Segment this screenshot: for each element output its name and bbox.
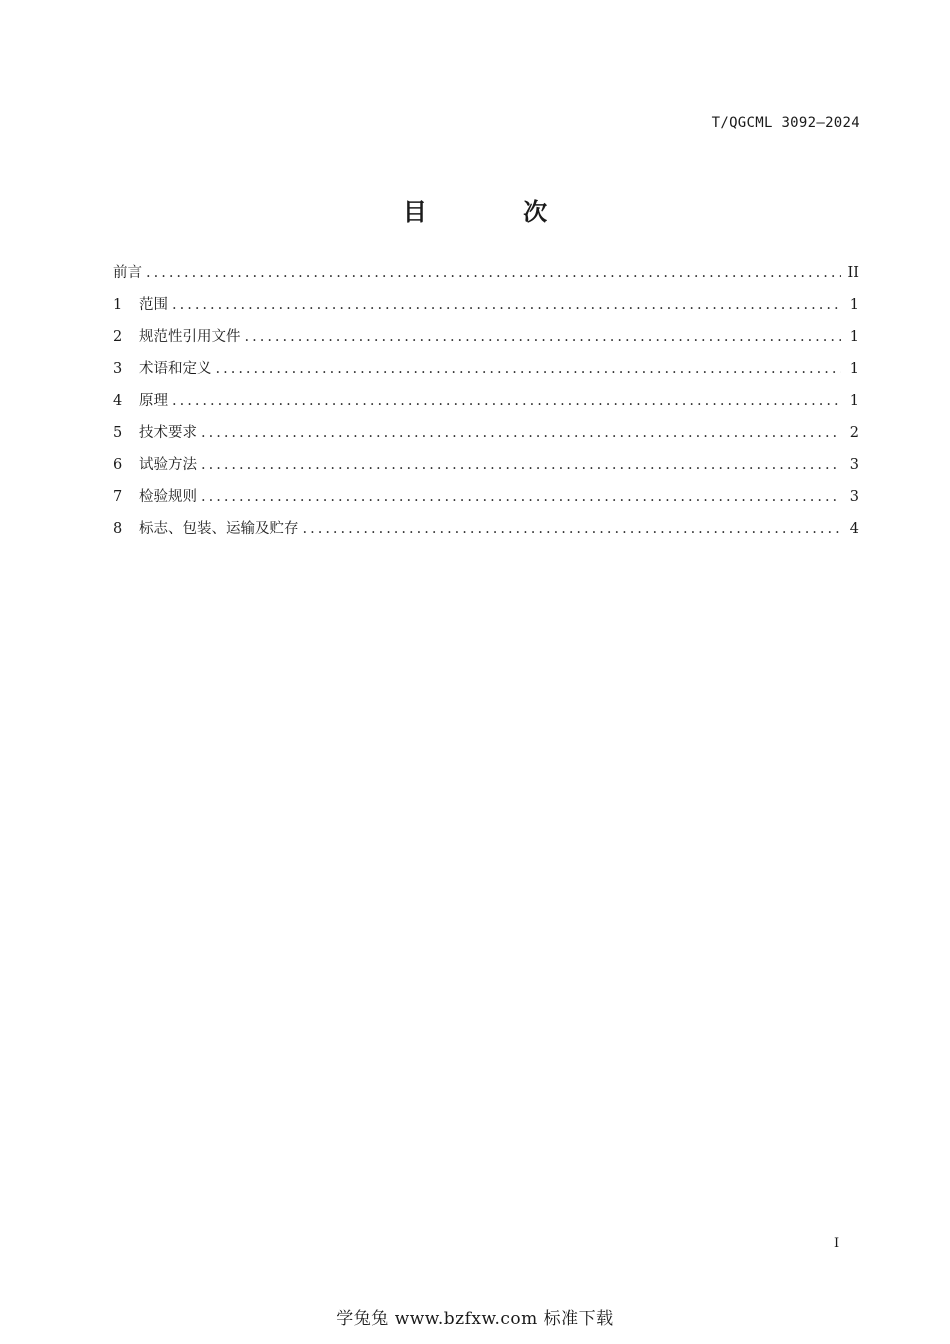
toc-entry-number: 8 xyxy=(113,521,123,537)
toc-leader-dots xyxy=(201,453,841,477)
toc-leader-dots xyxy=(146,261,841,285)
toc-entry-text: 原理 xyxy=(139,393,168,409)
toc-entry-page: 1 xyxy=(849,297,859,313)
toc-leader-dots xyxy=(201,485,841,509)
toc-entry-normative-references[interactable] xyxy=(113,325,859,357)
toc-entry-number: 1 xyxy=(113,297,123,313)
toc-entry-text: 试验方法 xyxy=(139,457,197,473)
toc-leader-dots xyxy=(303,517,842,541)
toc-entry-text: 检验规则 xyxy=(139,489,197,505)
toc-entry-page: II xyxy=(847,265,859,281)
toc-entry-scope[interactable] xyxy=(113,293,859,325)
toc-entry-page: 4 xyxy=(849,521,859,537)
toc-entry-technical-requirements[interactable] xyxy=(113,421,859,453)
toc-entry-text: 前言 xyxy=(113,265,142,281)
toc-entry-principle[interactable] xyxy=(113,389,859,421)
toc-entry-number: 2 xyxy=(113,329,123,345)
toc-leader-dots xyxy=(216,357,842,381)
toc-entry-page: 3 xyxy=(849,457,859,473)
toc-entry-text: 术语和定义 xyxy=(139,361,212,377)
toc-entry-foreword[interactable] xyxy=(113,261,859,293)
toc-entry-page: 3 xyxy=(849,489,859,505)
toc-leader-dots xyxy=(172,293,841,317)
toc-leader-dots xyxy=(245,325,842,349)
toc-entry-inspection-rules[interactable] xyxy=(113,485,859,517)
toc-entry-page: 2 xyxy=(849,425,859,441)
toc-leader-dots xyxy=(201,421,841,445)
toc-entry-text: 技术要求 xyxy=(139,425,197,441)
toc-entry-page: 1 xyxy=(849,361,859,377)
toc-entry-text: 标志、包装、运输及贮存 xyxy=(139,521,299,537)
toc-entry-text: 范围 xyxy=(139,297,168,313)
toc-entry-number: 7 xyxy=(113,489,123,505)
toc-entry-number: 3 xyxy=(113,361,123,377)
footer-watermark: 学兔兔 www.bzfxw.com 标准下载 xyxy=(336,1309,614,1329)
document-code: T/QGCML 3092—2024 xyxy=(711,115,860,131)
toc-entry-test-methods[interactable] xyxy=(113,453,859,485)
toc-entry-number: 6 xyxy=(113,457,123,473)
toc-entry-number: 4 xyxy=(113,393,123,409)
toc-title: 目 次 xyxy=(402,198,592,226)
toc-entry-page: 1 xyxy=(849,329,859,345)
toc-leader-dots xyxy=(172,389,841,413)
page-number: I xyxy=(834,1236,840,1251)
toc-entry-text: 规范性引用文件 xyxy=(139,329,241,345)
toc-entry-page: 1 xyxy=(849,393,859,409)
table-of-contents xyxy=(113,261,859,549)
toc-entry-terms-definitions[interactable] xyxy=(113,357,859,389)
toc-entry-marking-packaging[interactable] xyxy=(113,517,859,549)
toc-entry-number: 5 xyxy=(113,425,123,441)
